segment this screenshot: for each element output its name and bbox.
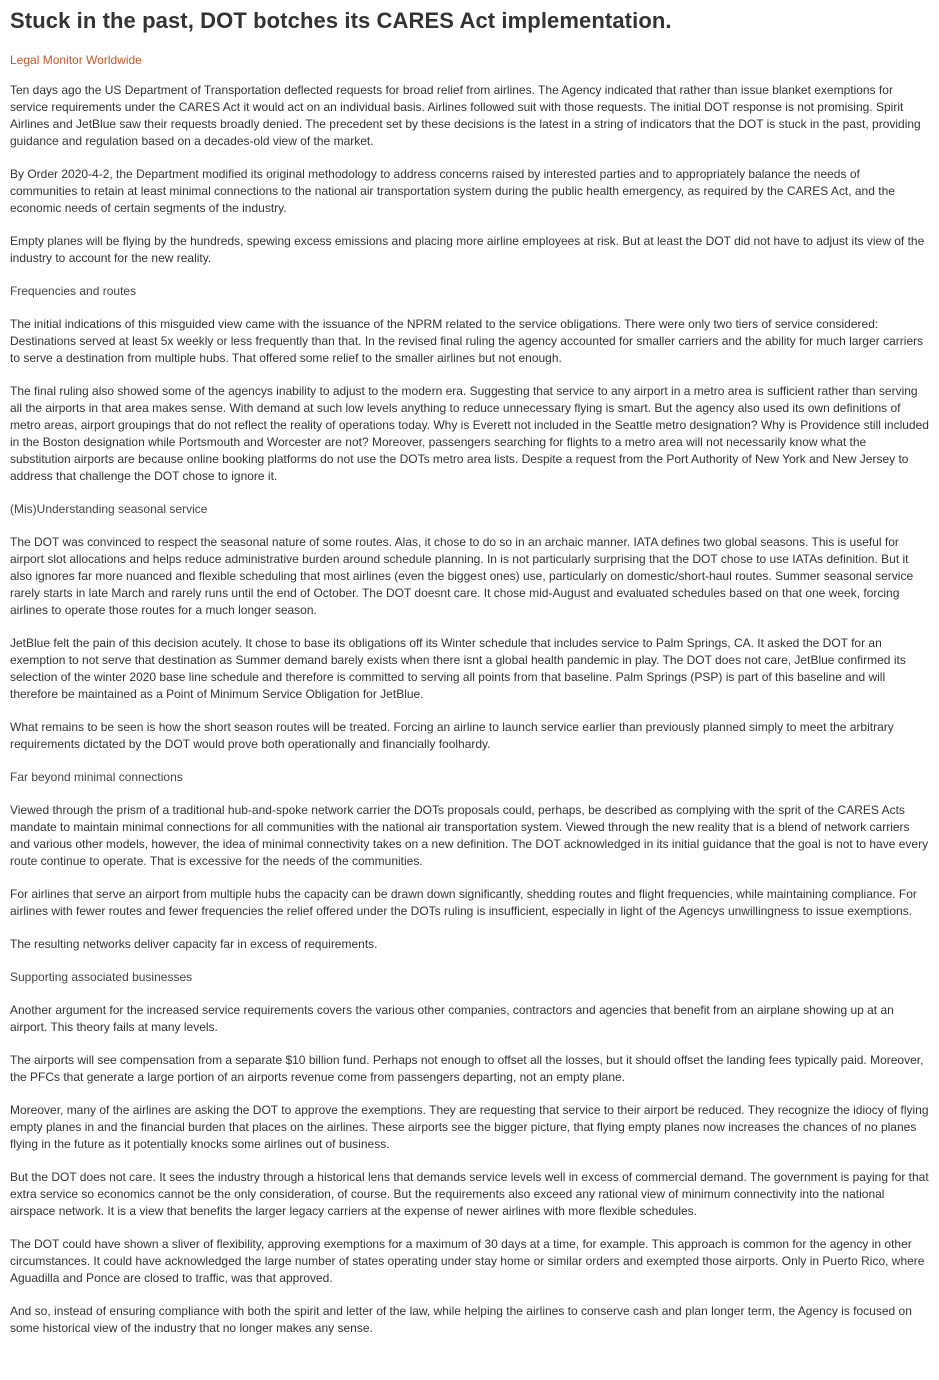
paragraph: By Order 2020-4-2, the Department modified its original methodology to address concerns raised by interested parties and to appropriately balance the needs of communities to retain at least minimal connections to the national air transportation system during the public health emergency, as required by the CARES Act, and the economic needs of certain segments of the industry. [10,167,895,215]
paragraph: The DOT was convinced to respect the seasonal nature of some routes. Alas, it chose to do so in an archaic manner. IATA defines two global seasons. This is useful for airport slot allocations and helps reduce administrative burden around schedule planning. In is not particularly surprising that the DOT chose to use IATAs definition. But it also ignores far more nuanced and flexible scheduling that most airlines (even the biggest ones) use, particularly on domestic/short-haul routes. Summer seasonal service rarely starts in late March and rarely runs until the end of October. The DOT doesnt care. It chose mid-August and evaluated schedules based on that one week, forcing airlines to operate those routes for a much longer season. [10,535,914,617]
paragraph: And so, instead of ensuring compliance with both the spirit and letter of the law, while helping the airlines to conserve cash and plan longer term, the Agency is focused on some historical view of the industry that no longer makes any sense. [10,1304,912,1335]
paragraph: The DOT could have shown a sliver of flexibility, approving exemptions for a maximum of 30 days at a time, for example. This approach is common for the agency in other circumstances. It could have acknowledged the large number of states operating under stay home or similar orders and exempted those airports. Only in Puerto Rico, where Aguadilla and Ponce are closed to traffic, was that approved. [10,1237,925,1285]
paragraph: The final ruling also showed some of the agencys inability to adjust to the modern era. Suggesting that service to any airport in a metro area is sufficient rather than serving all the airports in that area makes sense. With demand at such low levels anything to reduce unnecessary flying is smart. But the agency also used its own definitions of metro areas, airport groupings that do not reflect the reality of operations today. Why is Everett not included in the Seattle metro designation? Why is Providence still included in the Boston designation while Portsmouth and Worcester are not? Moreover, passengers searching for flights to a metro area will not necessarily know what the substitution airports are because online booking platforms do not use the DOTs metro area lists. Despite a request from the Port Authority of New York and New Jersey to address that challenge the DOT chose to ignore it. [10,384,929,483]
section-heading: Far beyond minimal connections [10,770,183,784]
paragraph: The airports will see compensation from a separate $10 billion fund. Perhaps not enough to offset all the losses, but it should offset the landing fees typically paid. Moreover, the PFCs that generate a large portion of an airports revenue come from passengers departing, not an empty plane. [10,1053,924,1084]
paragraph: The initial indications of this misguided view came with the issuance of the NPRM related to the service obligations. There were only two tiers of service considered: Destinations served at least 5x weekly or less frequently than that. In the revised final ruling the agency accounted for smaller carriers and the ability for much larger carriers to serve a destination from multiple hubs. That offered some relief to the smaller airlines but not enough. [10,317,924,365]
paragraph: Ten days ago the US Department of Transportation deflected requests for broad relief from airlines. The Agency indicated that rather than issue blanket exemptions for service requirements under the CARES Act it would act on an individual basis. Airlines followed suit with those requests. The initial DOT response is not promising. Spirit Airlines and JetBlue saw their requests broadly denied. The precedent set by these decisions is the latest in a string of indicators that the DOT is stuck in the past, providing guidance and regulation based on a decades-old view of the market. [10,83,921,148]
paragraph: JetBlue felt the pain of this decision acutely. It chose to base its obligations off its Winter schedule that includes service to Palm Springs, CA. It asked the DOT for an exemption to not serve that destination as Summer demand barely exists when there isnt a global health pandemic in play. The DOT does not care, JetBlue confirmed its selection of the winter 2020 base line schedule and therefore is committed to serving all points from that baseline. Palm Springs (PSP) is part of this baseline and will therefore be maintained as a Point of Minimum Service Obligation for JetBlue. [10,636,906,701]
article-body [10,82,929,1337]
paragraph: The resulting networks deliver capacity far in excess of requirements. [10,937,378,951]
paragraph: What remains to be seen is how the short season routes will be treated. Forcing an airline to launch service earlier than previously planned simply to meet the arbitrary requirements dictated by the DOT would prove both operationally and financially foolhardy. [10,720,894,751]
paragraph: Empty planes will be flying by the hundreds, spewing excess emissions and placing more airline employees at risk. But at least the DOT did not have to adjust its view of the industry to account for the new reality. [10,234,925,265]
paragraph: But the DOT does not care. It sees the industry through a historical lens that demands service levels well in excess of commercial demand. The government is paying for that extra service so economics cannot be the only consideration, of course. But the requirements also exceed any rational view of minimum connectivity into the national airspace network. It is a view that benefits the larger legacy carriers at the expense of newer airlines with more flexible schedules. [10,1170,929,1218]
section-heading: Supporting associated businesses [10,970,193,984]
paragraph: For airlines that serve an airport from multiple hubs the capacity can be drawn down significantly, shedding routes and flight frequencies, while maintaining compliance. For airlines with fewer routes and fewer frequencies the relief offered under the DOTs ruling is insufficient, especially in light of the Agencys unwillingness to issue exemptions. [10,887,917,918]
article-source[interactable]: Legal Monitor Worldwide [10,53,142,67]
paragraph: Viewed through the prism of a traditional hub-and-spoke network carrier the DOTs proposals could, perhaps, be described as complying with the sprit of the CARES Acts mandate to maintain minimal connections for all communities with the national air transportation system. Viewed through the new reality that is a blend of network carriers and various other models, however, the idea of minimal connectivity takes on a new definition. The DOT acknowledged in its initial guidance that the goal is not to have every route continue to operate. That is excessive for the needs of the communities. [10,803,929,868]
paragraph: Another argument for the increased service requirements covers the various other companies, contractors and agencies that benefit from an airplane showing up at an airport. This theory fails at many levels. [10,1003,894,1034]
article-title: Stuck in the past, DOT botches its CARES Act implementation. [10,8,672,33]
section-heading: Frequencies and routes [10,284,137,298]
section-heading: (Mis)Understanding seasonal service [10,502,208,516]
paragraph: Moreover, many of the airlines are asking the DOT to approve the exemptions. They are requesting that service to their airport be reduced. They recognize the idiocy of flying empty planes in and the financial burden that places on the airlines. These airports see the bigger picture, that flying empty planes now increases the chances of no planes flying in the future as it potentially knocks some airlines out of business. [10,1103,929,1151]
